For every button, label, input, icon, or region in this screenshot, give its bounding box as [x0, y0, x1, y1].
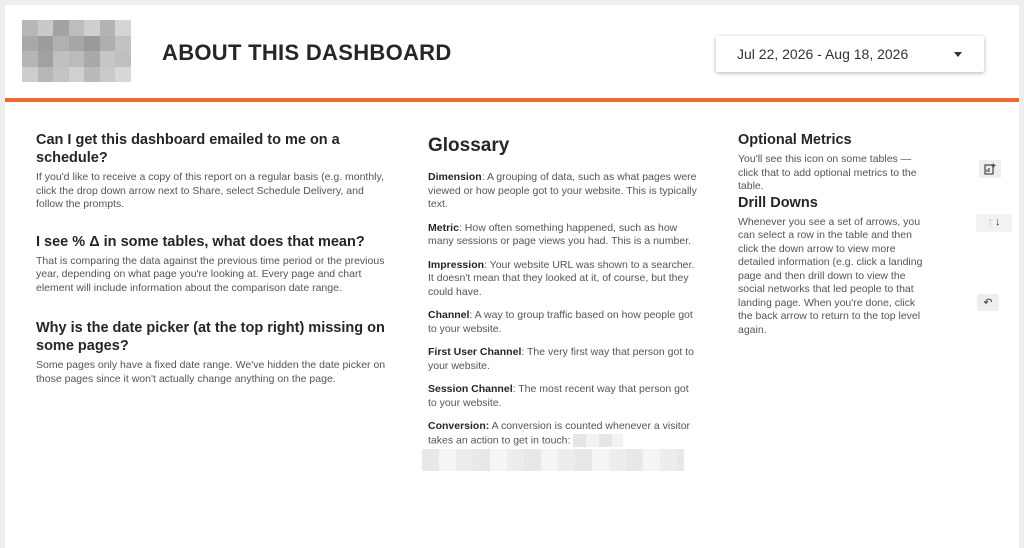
- faq-question: Can I get this dashboard emailed to me on a schedule?: [36, 132, 340, 166]
- glossary-column: [428, 131, 698, 471]
- glossary-definition: : How often something happened, such as how many sessions or page views you had. This is a number.: [428, 221, 692, 247]
- glossary-definition: : The most recent way that person got to your website.: [428, 383, 689, 409]
- glossary-definition: : The very first way that person got to your website.: [428, 346, 694, 372]
- glossary-term: Metric: [428, 221, 459, 234]
- glossary-entry: [428, 309, 698, 336]
- faq-answer: If you'd like to receive a copy of this report on a regular basis (e.g. monthly, click the drop down arrow next to Share, select Schedule Delivery, and follow the prompts.: [36, 171, 384, 210]
- dashboard-page: [5, 5, 1019, 548]
- date-range-picker[interactable]: [716, 36, 984, 72]
- redacted-text: [573, 434, 623, 447]
- glossary-definition: : A way to group traffic based on how people got to your website.: [428, 309, 693, 335]
- header-divider: [5, 98, 1019, 102]
- glossary-entry: [428, 346, 698, 373]
- back-arrow-icon[interactable]: ↶: [977, 294, 999, 311]
- optional-metrics-title: Optional Metrics: [738, 132, 852, 148]
- glossary-term: Impression: [428, 258, 485, 271]
- arrow-down-icon[interactable]: ↓: [995, 216, 1001, 228]
- glossary-term: Dimension: [428, 171, 482, 183]
- glossary-definition: : A grouping of data, such as what pages were viewed or how people got to your website. This is typically text.: [428, 171, 697, 210]
- add-metric-glyph-icon: [984, 163, 996, 175]
- redacted-text: [422, 449, 684, 471]
- optional-metrics-row: [738, 153, 1008, 194]
- faq-question: Why is the date picker (at the top right) missing on some pages?: [36, 320, 385, 354]
- date-range-value: Jul 22, 2026 - Aug 18, 2026: [737, 46, 909, 62]
- glossary-entry: [428, 383, 698, 410]
- drill-downs-text: Whenever you see a set of arrows, you can select a row in the table and then click the down arrow to view more detailed information (e.g. click a landing page and then drill down to view the social networks that led people to that landing page. When you're done, click the back arrow to return to the top level again.: [738, 215, 923, 336]
- add-metric-icon[interactable]: [979, 160, 1001, 178]
- drill-icons: [968, 216, 1008, 338]
- company-logo-blurred: [22, 20, 131, 82]
- drill-downs-title: Drill Downs: [738, 194, 818, 211]
- faq-question: I see % Δ in some tables, what does that mean?: [36, 233, 365, 250]
- caret-down-icon: [954, 52, 962, 57]
- glossary-title: Glossary: [428, 135, 510, 156]
- glossary-term: First User Channel: [428, 346, 522, 358]
- optional-metrics-text: You'll see this icon on some tables — click that to add optional metrics to the table.: [738, 153, 917, 192]
- faq-item-date-picker: [36, 319, 386, 386]
- glossary-entry: [428, 259, 698, 300]
- help-column: [738, 131, 1008, 337]
- glossary-entry: [428, 222, 698, 249]
- glossary-term: Conversion:: [428, 420, 490, 432]
- glossary-entry: [428, 420, 698, 447]
- glossary-definition: : Your website URL was shown to a searcher. It doesn't mean that they looked at it, of course, but they could have.: [428, 258, 695, 298]
- arrow-up-icon[interactable]: ↑: [987, 216, 993, 228]
- drill-arrows: [976, 214, 1012, 232]
- glossary-entry: [428, 171, 698, 212]
- faq-answer: Some pages only have a fixed date range. We've hidden the date picker on those pages since it won't actually change anything on the page.: [36, 359, 386, 385]
- glossary-term: Channel: [428, 309, 470, 321]
- page-title: ABOUT THIS DASHBOARD: [162, 40, 452, 65]
- glossary-definition: A conversion is counted whenever a visitor takes an action to get in touch:: [428, 420, 691, 446]
- drill-downs-row: [738, 216, 1008, 338]
- faq-item-schedule: [36, 131, 386, 212]
- faq-column: [36, 131, 386, 386]
- faq-answer: That is comparing the data against the previous time period or the previous year, depending on what page you're looking at. Every page and chart element will include information about the comparison date range.: [36, 254, 385, 294]
- faq-item-percent-delta: [36, 233, 386, 296]
- glossary-term: Session Channel: [428, 383, 513, 395]
